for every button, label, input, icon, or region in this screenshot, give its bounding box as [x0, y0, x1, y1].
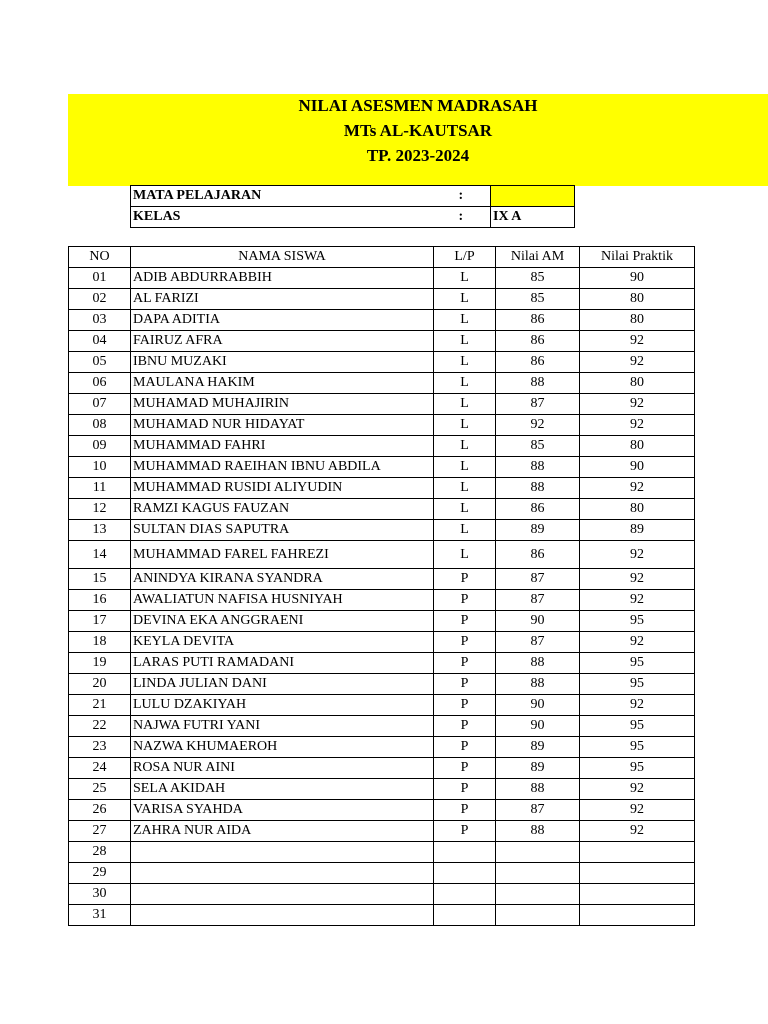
cell-no: 28 — [69, 842, 131, 863]
cell-nilai-am — [496, 863, 580, 884]
cell-gender: P — [434, 779, 496, 800]
cell-gender: L — [434, 436, 496, 457]
cell-nilai-am: 86 — [496, 331, 580, 352]
cell-nilai-am: 87 — [496, 632, 580, 653]
table-row — [69, 352, 695, 373]
cell-nilai-praktik: 92 — [580, 779, 695, 800]
cell-name: RAMZI KAGUS FAUZAN — [131, 499, 434, 520]
cell-name: FAIRUZ AFRA — [131, 331, 434, 352]
cell-nilai-am: 86 — [496, 541, 580, 569]
cell-gender — [434, 842, 496, 863]
cell-no: 12 — [69, 499, 131, 520]
school-name: MTs AL-KAUTSAR — [343, 121, 493, 140]
table-row — [69, 632, 695, 653]
table-row — [69, 737, 695, 758]
table-row — [69, 905, 695, 926]
table-header-row — [69, 247, 695, 268]
cell-nilai-am: 88 — [496, 779, 580, 800]
cell-nilai-am — [496, 905, 580, 926]
document-title: NILAI ASESMEN MADRASAH — [298, 96, 538, 115]
cell-nilai-praktik: 95 — [580, 653, 695, 674]
cell-nilai-praktik: 95 — [580, 674, 695, 695]
table-row — [69, 695, 695, 716]
cell-nilai-am: 88 — [496, 821, 580, 842]
cell-nilai-am: 92 — [496, 415, 580, 436]
table-row — [69, 499, 695, 520]
cell-name: LARAS PUTI RAMADANI — [131, 653, 434, 674]
cell-name — [131, 884, 434, 905]
cell-gender: L — [434, 331, 496, 352]
cell-no: 07 — [69, 394, 131, 415]
cell-name: MUHAMMAD FAHRI — [131, 436, 434, 457]
cell-name: DEVINA EKA ANGGRAENI — [131, 611, 434, 632]
cell-nilai-am: 88 — [496, 478, 580, 499]
cell-name: AWALIATUN NAFISA HUSNIYAH — [131, 590, 434, 611]
cell-nilai-praktik: 95 — [580, 611, 695, 632]
cell-no: 06 — [69, 373, 131, 394]
table-row — [69, 863, 695, 884]
cell-gender: L — [434, 310, 496, 331]
table-row — [69, 289, 695, 310]
cell-nilai-praktik: 80 — [580, 289, 695, 310]
cell-no: 23 — [69, 737, 131, 758]
cell-name: SELA AKIDAH — [131, 779, 434, 800]
table-row — [69, 821, 695, 842]
cell-no: 22 — [69, 716, 131, 737]
cell-nilai-am: 89 — [496, 520, 580, 541]
cell-nilai-praktik — [580, 884, 695, 905]
table-row — [69, 478, 695, 499]
table-row — [69, 569, 695, 590]
cell-name: MUHAMAD MUHAJIRIN — [131, 394, 434, 415]
table-row — [69, 541, 695, 569]
cell-no: 04 — [69, 331, 131, 352]
cell-nilai-am: 89 — [496, 737, 580, 758]
cell-no: 21 — [69, 695, 131, 716]
table-row — [69, 758, 695, 779]
cell-nilai-praktik — [580, 905, 695, 926]
cell-gender: L — [434, 478, 496, 499]
cell-nilai-am: 88 — [496, 457, 580, 478]
cell-nilai-praktik: 95 — [580, 716, 695, 737]
cell-name: NAZWA KHUMAEROH — [131, 737, 434, 758]
table-row — [69, 716, 695, 737]
cell-nilai-am: 87 — [496, 394, 580, 415]
cell-gender: P — [434, 674, 496, 695]
cell-nilai-am: 87 — [496, 800, 580, 821]
cell-no: 10 — [69, 457, 131, 478]
cell-no: 16 — [69, 590, 131, 611]
table-row — [69, 611, 695, 632]
cell-nilai-am: 90 — [496, 716, 580, 737]
table-row — [69, 457, 695, 478]
cell-nilai-praktik: 95 — [580, 737, 695, 758]
cell-name — [131, 905, 434, 926]
cell-nilai-am: 87 — [496, 569, 580, 590]
table-row — [69, 520, 695, 541]
cell-no: 18 — [69, 632, 131, 653]
subject-colon: : — [431, 186, 491, 207]
col-header-name: NAMA SISWA — [131, 247, 434, 268]
table-body — [69, 268, 695, 926]
cell-name: VARISA SYAHDA — [131, 800, 434, 821]
cell-gender: P — [434, 653, 496, 674]
table-row — [69, 331, 695, 352]
cell-no: 09 — [69, 436, 131, 457]
cell-nilai-praktik: 92 — [580, 478, 695, 499]
cell-no: 02 — [69, 289, 131, 310]
cell-nilai-praktik: 92 — [580, 415, 695, 436]
table-row — [69, 590, 695, 611]
cell-name: LULU DZAKIYAH — [131, 695, 434, 716]
cell-gender: L — [434, 394, 496, 415]
cell-gender: L — [434, 541, 496, 569]
cell-nilai-praktik: 89 — [580, 520, 695, 541]
cell-gender: P — [434, 800, 496, 821]
table-row — [69, 884, 695, 905]
cell-gender: P — [434, 569, 496, 590]
cell-nilai-am: 85 — [496, 436, 580, 457]
table-row — [69, 394, 695, 415]
class-colon: : — [431, 207, 491, 228]
cell-gender: L — [434, 352, 496, 373]
table-row — [69, 268, 695, 289]
cell-gender: P — [434, 611, 496, 632]
cell-gender — [434, 884, 496, 905]
table-row — [69, 674, 695, 695]
col-header-nilai-praktik: Nilai Praktik — [580, 247, 695, 268]
cell-gender: P — [434, 590, 496, 611]
cell-nilai-am: 87 — [496, 590, 580, 611]
cell-name: SULTAN DIAS SAPUTRA — [131, 520, 434, 541]
class-row — [131, 207, 575, 228]
grades-table — [68, 246, 695, 926]
cell-name: IBNU MUZAKI — [131, 352, 434, 373]
cell-gender: P — [434, 632, 496, 653]
col-header-no: NO — [69, 247, 131, 268]
class-label: KELAS — [131, 207, 431, 228]
cell-name: ADIB ABDURRABBIH — [131, 268, 434, 289]
cell-gender: P — [434, 695, 496, 716]
subject-value[interactable] — [491, 186, 575, 207]
table-row — [69, 653, 695, 674]
cell-nilai-am: 86 — [496, 310, 580, 331]
cell-gender: L — [434, 457, 496, 478]
cell-name: MUHAMMAD RUSIDI ALIYUDIN — [131, 478, 434, 499]
cell-name: LINDA JULIAN DANI — [131, 674, 434, 695]
cell-no: 08 — [69, 415, 131, 436]
cell-no: 26 — [69, 800, 131, 821]
cell-nilai-praktik: 90 — [580, 268, 695, 289]
cell-nilai-praktik: 92 — [580, 590, 695, 611]
cell-nilai-praktik: 92 — [580, 800, 695, 821]
cell-nilai-praktik: 92 — [580, 541, 695, 569]
meta-table — [130, 185, 575, 228]
cell-name: ZAHRA NUR AIDA — [131, 821, 434, 842]
col-header-nilai-am: Nilai AM — [496, 247, 580, 268]
cell-nilai-am: 90 — [496, 695, 580, 716]
table-row — [69, 310, 695, 331]
cell-nilai-am: 85 — [496, 268, 580, 289]
cell-nilai-praktik: 95 — [580, 758, 695, 779]
cell-nilai-am: 88 — [496, 373, 580, 394]
cell-gender: L — [434, 373, 496, 394]
cell-nilai-am: 88 — [496, 653, 580, 674]
cell-nilai-praktik: 80 — [580, 499, 695, 520]
cell-nilai-praktik: 92 — [580, 632, 695, 653]
cell-gender: L — [434, 499, 496, 520]
cell-no: 24 — [69, 758, 131, 779]
cell-no: 11 — [69, 478, 131, 499]
cell-gender: L — [434, 268, 496, 289]
cell-no: 31 — [69, 905, 131, 926]
cell-nilai-praktik — [580, 842, 695, 863]
subject-row — [131, 186, 575, 207]
cell-nilai-am: 90 — [496, 611, 580, 632]
table-row — [69, 373, 695, 394]
cell-name: ROSA NUR AINI — [131, 758, 434, 779]
cell-nilai-praktik: 80 — [580, 436, 695, 457]
cell-name: DAPA ADITIA — [131, 310, 434, 331]
cell-nilai-am — [496, 842, 580, 863]
cell-name: MAULANA HAKIM — [131, 373, 434, 394]
cell-no: 15 — [69, 569, 131, 590]
cell-nilai-am — [496, 884, 580, 905]
table-row — [69, 779, 695, 800]
cell-nilai-praktik: 92 — [580, 569, 695, 590]
cell-gender: L — [434, 415, 496, 436]
cell-no: 13 — [69, 520, 131, 541]
cell-name — [131, 863, 434, 884]
cell-gender: P — [434, 737, 496, 758]
cell-name — [131, 842, 434, 863]
cell-gender: P — [434, 716, 496, 737]
cell-name: ANINDYA KIRANA SYANDRA — [131, 569, 434, 590]
cell-name: MUHAMMAD RAEIHAN IBNU ABDILA — [131, 457, 434, 478]
cell-nilai-am: 89 — [496, 758, 580, 779]
cell-no: 30 — [69, 884, 131, 905]
cell-name: MUHAMMAD FAREL FAHREZI — [131, 541, 434, 569]
cell-name: AL FARIZI — [131, 289, 434, 310]
cell-gender: L — [434, 520, 496, 541]
col-header-gender: L/P — [434, 247, 496, 268]
cell-no: 20 — [69, 674, 131, 695]
cell-no: 25 — [69, 779, 131, 800]
cell-nilai-am: 88 — [496, 674, 580, 695]
cell-no: 27 — [69, 821, 131, 842]
cell-name: MUHAMAD NUR HIDAYAT — [131, 415, 434, 436]
cell-name: NAJWA FUTRI YANI — [131, 716, 434, 737]
cell-nilai-praktik: 92 — [580, 695, 695, 716]
cell-no: 03 — [69, 310, 131, 331]
cell-no: 01 — [69, 268, 131, 289]
cell-gender: P — [434, 758, 496, 779]
cell-no: 05 — [69, 352, 131, 373]
cell-gender: L — [434, 289, 496, 310]
cell-nilai-am: 86 — [496, 499, 580, 520]
cell-name: KEYLA DEVITA — [131, 632, 434, 653]
cell-nilai-praktik — [580, 863, 695, 884]
cell-gender — [434, 863, 496, 884]
class-value[interactable]: IX A — [491, 207, 575, 228]
table-row — [69, 800, 695, 821]
table-row — [69, 436, 695, 457]
table-row — [69, 415, 695, 436]
cell-nilai-praktik: 80 — [580, 373, 695, 394]
cell-no: 17 — [69, 611, 131, 632]
subject-label: MATA PELAJARAN — [131, 186, 431, 207]
school-year: TP. 2023-2024 — [366, 146, 470, 165]
cell-gender: P — [434, 821, 496, 842]
cell-nilai-praktik: 80 — [580, 310, 695, 331]
cell-nilai-praktik: 92 — [580, 331, 695, 352]
cell-nilai-praktik: 92 — [580, 352, 695, 373]
cell-nilai-praktik: 92 — [580, 394, 695, 415]
cell-no: 19 — [69, 653, 131, 674]
cell-nilai-am: 86 — [496, 352, 580, 373]
cell-gender — [434, 905, 496, 926]
cell-no: 29 — [69, 863, 131, 884]
table-row — [69, 842, 695, 863]
cell-nilai-am: 85 — [496, 289, 580, 310]
cell-no: 14 — [69, 541, 131, 569]
cell-nilai-praktik: 90 — [580, 457, 695, 478]
cell-nilai-praktik: 92 — [580, 821, 695, 842]
